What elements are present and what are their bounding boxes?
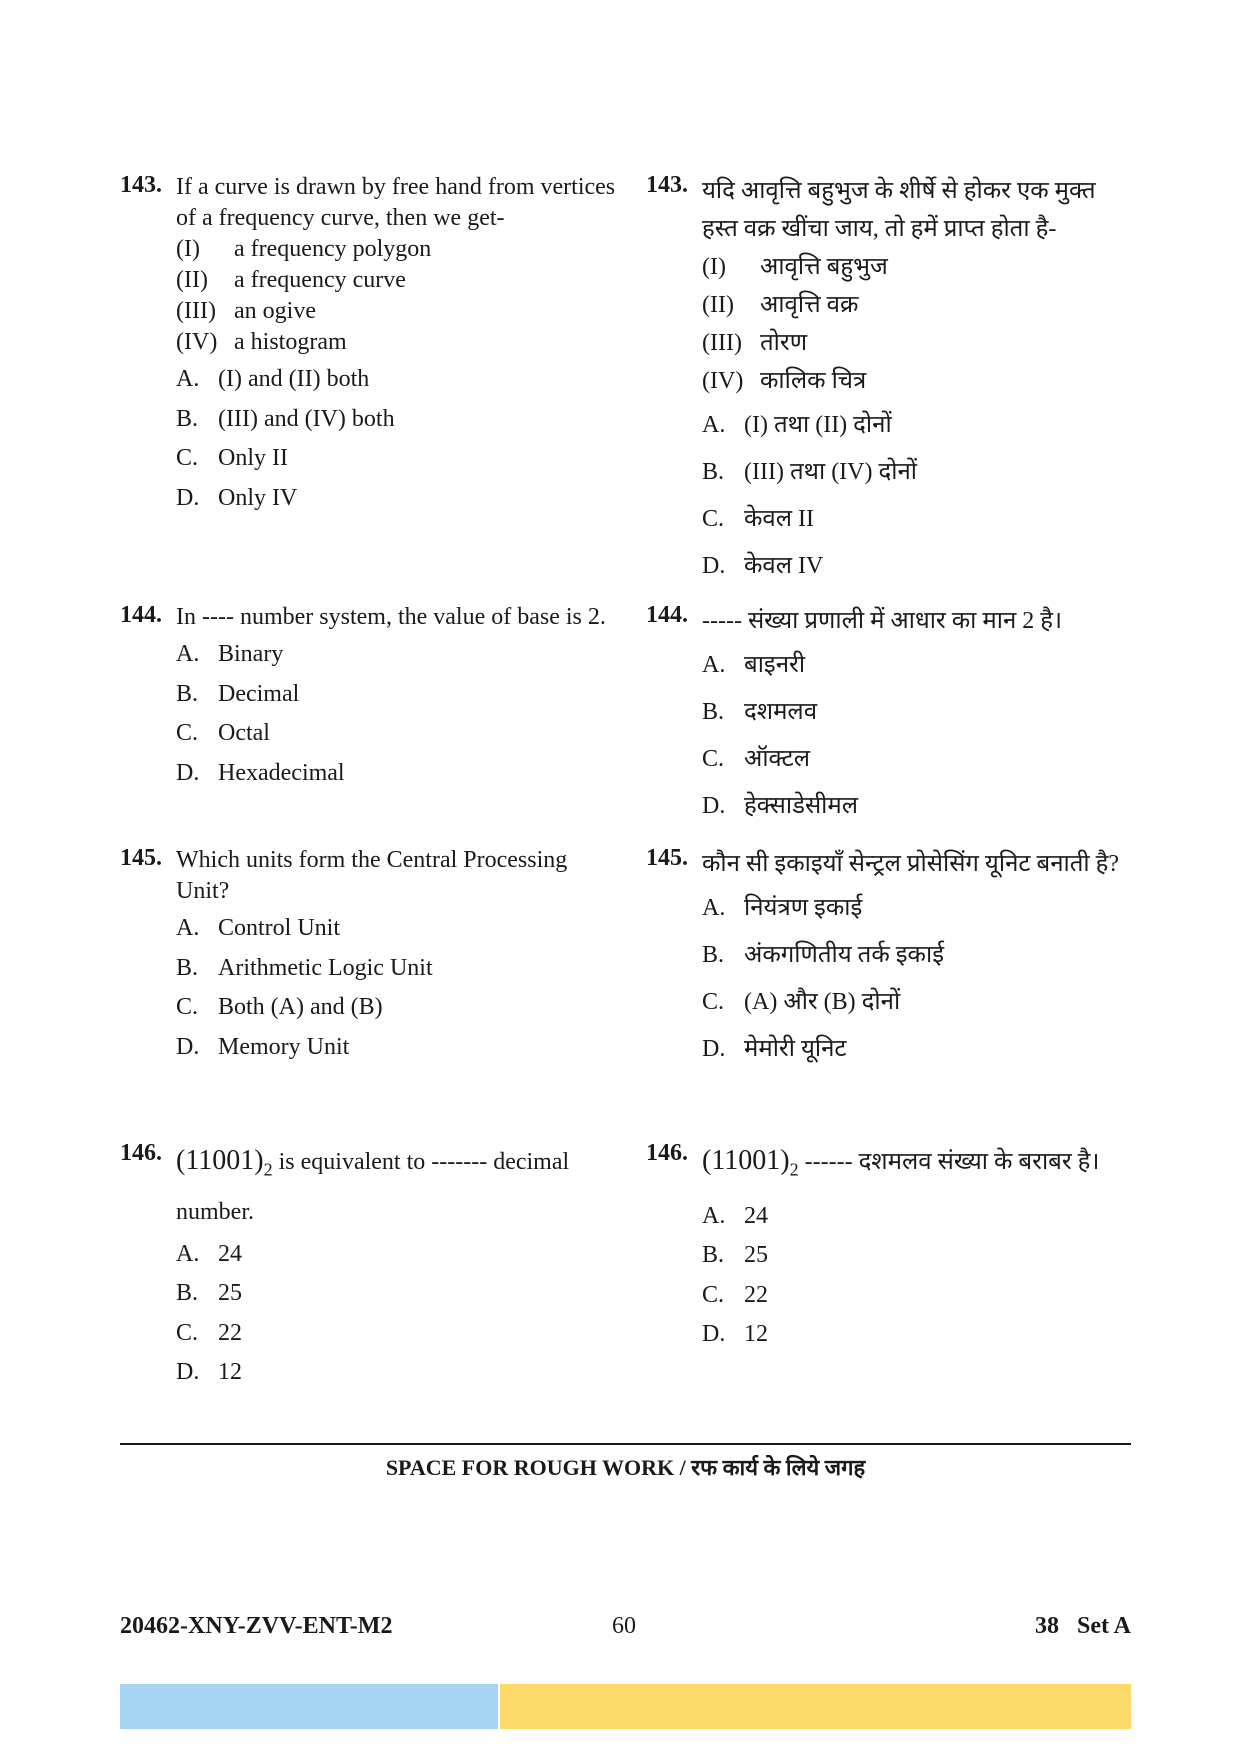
option-list — [176, 913, 620, 1071]
statement: (II) आवृत्ति वक्र — [702, 292, 859, 318]
question-text: यदि आवृत्ति बहुभुज के शीर्षे से होकर एक मुक्त हस्त वक्र खींचा जाय, तो हमें प्राप्त होता है- — [702, 178, 1096, 242]
binary-expression: $(11001)_2$ — [176, 1145, 273, 1180]
option-c: C. (A) और (B) दोनों — [702, 989, 901, 1015]
option-a: A. (I) and (II) both — [176, 366, 370, 392]
question-number: 145. — [120, 845, 162, 871]
option-c: C. Octal — [176, 720, 270, 746]
option-c: C. 22 — [702, 1281, 768, 1308]
question-text: If a curve is drawn by free hand from vertices of a frequency curve, then we get- — [176, 174, 616, 231]
question-number: 146. — [120, 1140, 162, 1166]
set-label: 38 Set A — [1035, 1613, 1131, 1639]
question-number: 145. — [646, 845, 688, 871]
option-list — [176, 639, 620, 797]
divider-line — [120, 1443, 1131, 1445]
option-c: C. Both (A) and (B) — [176, 994, 383, 1020]
option-b: B. Arithmetic Logic Unit — [176, 954, 433, 981]
option-d: D. 12 — [176, 1359, 242, 1386]
question-144-en — [120, 602, 620, 797]
option-d: D. मेमोरी यूनिट — [702, 1036, 847, 1062]
question-number: 143. — [646, 172, 688, 198]
option-list — [702, 889, 1136, 1077]
option-list — [176, 1239, 620, 1397]
option-c: C. ऑक्टल — [702, 746, 810, 772]
question-146-en — [120, 1140, 620, 1397]
option-b: B. (III) and (IV) both — [176, 405, 395, 432]
question-143-hi — [646, 172, 1136, 594]
question-text: In ---- number system, the value of base is 2. — [176, 604, 606, 630]
question-143-en — [120, 172, 620, 522]
option-b: B. अंकगणितीय तर्क इकाई — [702, 942, 944, 968]
option-d: D. 12 — [702, 1321, 768, 1348]
option-d: D. Hexadecimal — [176, 759, 345, 786]
statement: (II) a frequency curve — [176, 267, 406, 293]
option-a: A. 24 — [702, 1202, 768, 1229]
option-d: D. Memory Unit — [176, 1033, 350, 1060]
paper-code: 20462-XNY-ZVV-ENT-M2 — [120, 1613, 393, 1639]
question-number: 144. — [120, 602, 162, 628]
color-bar-yellow — [500, 1684, 1131, 1729]
option-b: B. दशमलव — [702, 699, 818, 725]
statement: (IV) a histogram — [176, 329, 347, 355]
question-text: $(11001)_2$ ------ दशमलव संख्या के बराबर है। — [702, 1145, 1100, 1180]
option-d: D. Only IV — [176, 484, 298, 511]
statement: (I) a frequency polygon — [176, 236, 432, 262]
option-b: B. Decimal — [176, 680, 300, 707]
question-144-hi — [646, 602, 1136, 834]
option-list — [176, 364, 620, 522]
option-a: A. Binary — [176, 641, 284, 667]
page-number: 60 — [612, 1613, 636, 1639]
binary-expression: $(11001)_2$ — [702, 1145, 799, 1180]
option-d: D. केवल IV — [702, 553, 824, 579]
statement: (III) an ogive — [176, 298, 316, 324]
question-145-hi — [646, 845, 1136, 1077]
question-text: कौन सी इकाइयाँ सेन्ट्रल प्रोसेसिंग यूनिट बनाती है? — [702, 851, 1120, 877]
question-145-en — [120, 845, 620, 1071]
option-a: A. नियंत्रण इकाई — [702, 895, 863, 921]
statement-list — [176, 234, 620, 358]
option-c: C. केवल II — [702, 506, 815, 532]
option-a: A. 24 — [176, 1240, 242, 1267]
question-text: Which units form the Central Processing Unit? — [176, 847, 568, 904]
statement-list — [702, 248, 1136, 400]
option-c: C. 22 — [176, 1319, 242, 1346]
option-list — [702, 406, 1136, 594]
question-146-hi — [646, 1140, 1136, 1359]
option-a: A. बाइनरी — [702, 652, 806, 678]
option-list — [702, 646, 1136, 834]
rough-work-heading: SPACE FOR ROUGH WORK / रफ कार्य के लिये जगह — [385, 1455, 866, 1480]
question-number: 146. — [646, 1140, 688, 1166]
question-text: $(11001)_2$ is equivalent to ------- decimal number. — [176, 1145, 570, 1225]
question-number: 144. — [646, 602, 688, 628]
statement: (III) तोरण — [702, 330, 808, 356]
option-list — [702, 1201, 1136, 1359]
color-bar-blue — [120, 1684, 498, 1729]
question-text: ----- संख्या प्रणाली में आधार का मान 2 है। — [702, 608, 1063, 634]
option-a: A. Control Unit — [176, 915, 341, 941]
option-a: A. (I) तथा (II) दोनों — [702, 412, 892, 438]
option-b: B. (III) तथा (IV) दोनों — [702, 459, 917, 485]
option-b: B. 25 — [176, 1280, 242, 1307]
option-b: B. 25 — [702, 1242, 768, 1269]
question-number: 143. — [120, 172, 162, 198]
statement: (I) आवृत्ति बहुभुज — [702, 254, 888, 280]
statement: (IV) कालिक चित्र — [702, 368, 867, 394]
option-d: D. हेक्साडेसीमल — [702, 793, 859, 819]
option-c: C. Only II — [176, 445, 288, 471]
